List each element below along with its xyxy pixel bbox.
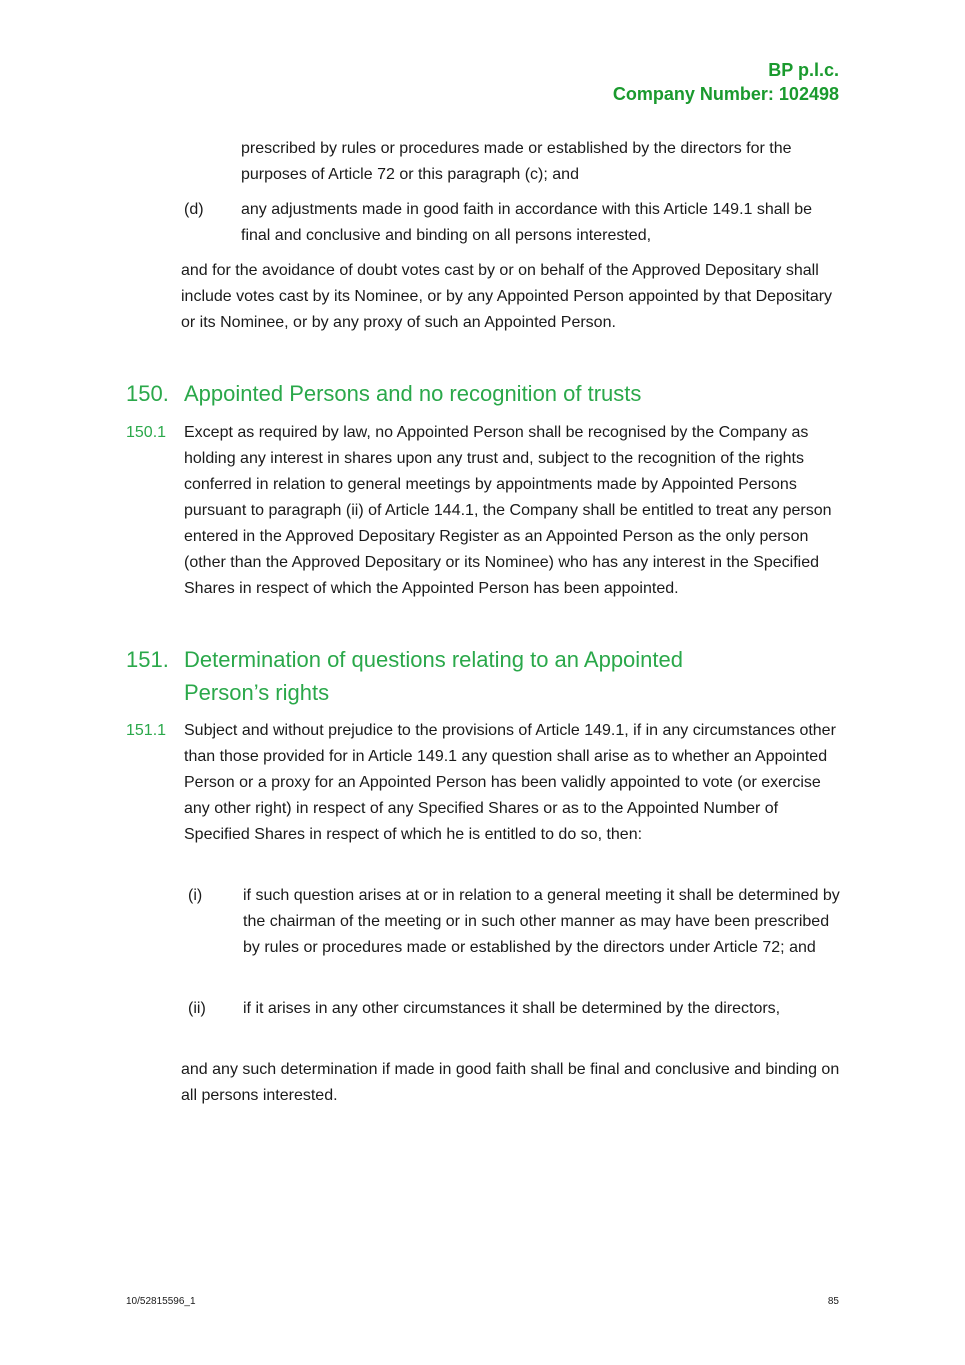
article-151-title: Determination of questions relating to an Appointed Person’s rights bbox=[184, 647, 683, 705]
article-151-number: 151. bbox=[126, 647, 169, 672]
company-name: BP p.l.c. bbox=[768, 60, 839, 80]
clause-150-1-number: 150.1 bbox=[126, 424, 167, 441]
article-151-closing-paragraph: and any such determination if made in good faith shall be final and conclusive and binding on all persons interested. bbox=[181, 1061, 840, 1104]
footer-document-reference: 10/52815596_1 bbox=[126, 1296, 196, 1307]
item-i-text: if such question arises at or in relation to a general meeting it shall be determined by the chairman of the meeting or in such other manner as may have been prescribed by rules or procedures made or established by the directors under Article 72; and bbox=[243, 887, 840, 956]
item-i-label: (i) bbox=[188, 887, 203, 904]
item-d-text: any adjustments made in good faith in accordance with this Article 149.1 shall be final and conclusive and binding on all persons interested, bbox=[241, 201, 812, 244]
clause-151-1-number: 151.1 bbox=[126, 722, 167, 739]
clause-151-1-text: Subject and without prejudice to the provisions of Article 149.1, if in any circumstances other than those provided for in Article 149.1 any question shall arise as to whether an Appointed Person or a proxy for an Appointed Person has been validly appointed to vote (or exercise any other right) in respect of any Specified Shares or as to the Appointed Number of Specified Shares in respect of which he is entitled to do so, then: bbox=[184, 722, 836, 843]
top-closing-paragraph: and for the avoidance of doubt votes cast by or on behalf of the Approved Depositary shall include votes cast by its Nominee, or by any Appointed Person appointed by that Depositary or its Nominee, or by any proxy of such an Appointed Person. bbox=[181, 262, 833, 331]
item-ii-text: if it arises in any other circumstances it shall be determined by the directors, bbox=[243, 1000, 781, 1017]
item-d-label: (d) bbox=[184, 201, 204, 218]
article-150-number: 150. bbox=[126, 381, 169, 406]
continuation-paragraph: prescribed by rules or procedures made or established by the directors for the purposes of Article 72 or this paragraph (c); and bbox=[241, 140, 792, 183]
article-150-title: Appointed Persons and no recognition of trusts bbox=[184, 381, 642, 406]
document-header bbox=[613, 58, 839, 106]
company-number: Company Number: 102498 bbox=[612, 84, 839, 104]
clause-150-1-text: Except as required by law, no Appointed Person shall be recognised by the Company as holding any interest in shares upon any trust and, subject to the recognition of the rights conferred in relation to general meetings by appointments made by Appointed Persons pursuant to paragraph (ii) of Article 144.1, the Company shall be entitled to treat any person entered in the Approved Depositary Register as an Appointed Person as the only person (other than the Approved Depositary or its Nominee) who has any interest in the Specified Shares in respect of which the Appointed Person has been appointed. bbox=[184, 424, 832, 597]
footer-page-number: 85 bbox=[827, 1296, 839, 1307]
item-ii-label: (ii) bbox=[188, 1000, 206, 1017]
